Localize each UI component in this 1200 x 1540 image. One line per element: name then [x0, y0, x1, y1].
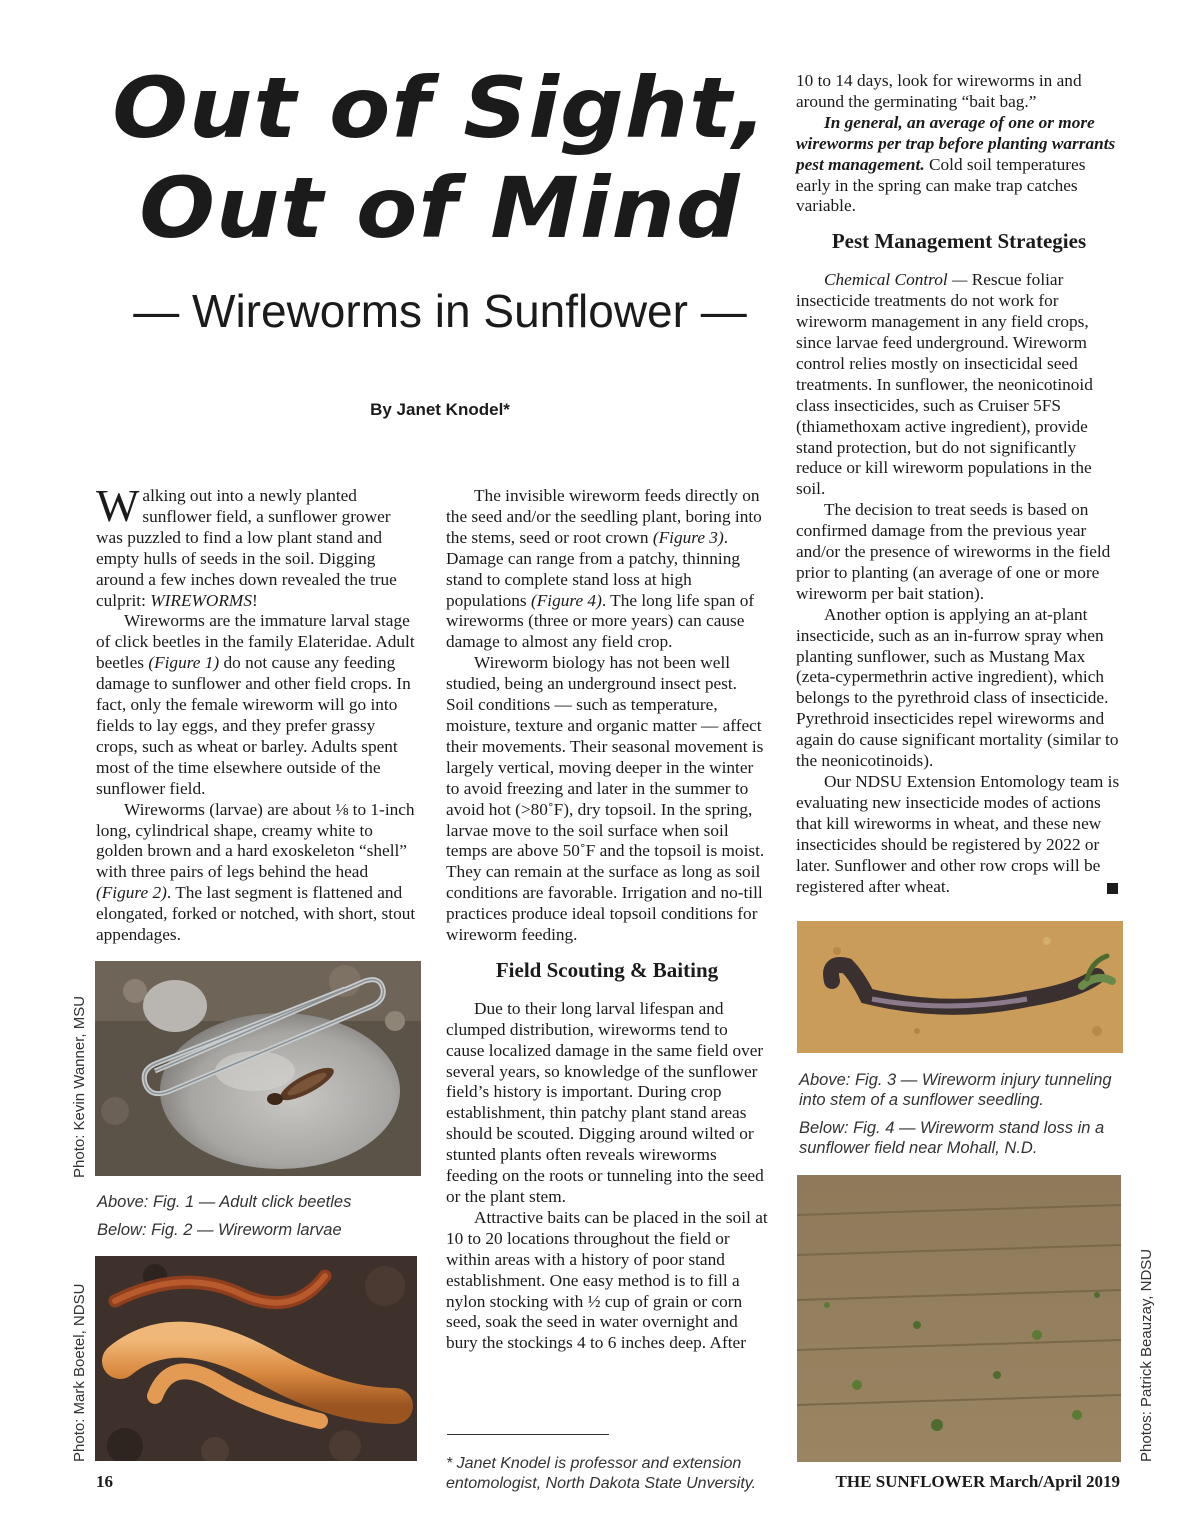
paragraph: Another option is applying an at-plant insecticide, such as an in-furrow spray when planting sunflower, such as Mustang Max (zeta-cypermethrin active ingredient), which belongs to the pyrethroid class of insecticide. Pyrethroid insecticides repel wireworms and again do cause significant mortality (similar to the neonicotinoids).	[796, 604, 1119, 771]
figure-2-photo	[95, 1256, 417, 1461]
click-beetle-photo-icon	[95, 961, 421, 1176]
caption-fig4: Below: Fig. 4 — Wireworm stand loss in a sunflower field near Mohall, N.D.	[799, 1119, 1105, 1157]
photo-credit-fig1: Photo: Kevin Wanner, MSU	[71, 995, 88, 1178]
article-subtitle: — Wireworms in Sunflower —	[133, 285, 747, 337]
section-heading-pest-management: Pest Management Strategies	[831, 229, 1087, 254]
paragraph: Due to their long larval lifespan and clumped distribution, wireworms tend to cause localized damage in the same field over several years, so knowledge of the sunflower field’s history is important. During crop establishment, thin patchy plant stand areas should be scouted. Digging around wilted or stunted plants often reveals wireworms feeding on the roots or tunneling into the seed or the plant stem.	[446, 998, 764, 1206]
section-heading-field-scouting: Field Scouting & Baiting	[495, 957, 719, 982]
column-3	[796, 71, 1122, 897]
paragraph: Walking out into a newly planted sunflower field, a sunflower grower was puzzled to find a low plant stand and empty hulls of seeds in the soil. Digging around a few inches down revealed the true culprit: WIREWORMS!	[96, 480, 397, 610]
figure-3-photo	[797, 921, 1123, 1053]
caption-fig1: Above: Fig. 1 — Adult click beetles	[97, 1193, 352, 1211]
figure-reference: (Figure 1)	[148, 653, 220, 673]
paragraph: Our NDSU Extension Entomology team is evaluating new insecticide modes of actions that kill wireworms in wheat, and these new insecticides should be registered by 2022 or later. Sunflower and other row crops will be registered after wheat.	[796, 772, 1120, 896]
byline: By Janet Knodel*	[370, 400, 510, 419]
caption-fig2: Below: Fig. 2 — Wireworm larvae	[97, 1221, 342, 1239]
sunflower-field-photo-icon	[797, 1175, 1121, 1462]
seedling-stem-photo-icon	[797, 921, 1123, 1053]
paragraph: Wireworms (larvae) are about ⅛ to 1-inch long, cylindrical shape, creamy white to golden brown and a hard exoskeleton “shell” with three pairs of legs behind the head (Figure 2). The last segment is flattened and elongated, forked or notched, with short, stout appendages.	[96, 799, 416, 945]
figure-1-photo	[95, 961, 421, 1176]
wireworm-larvae-photo-icon	[95, 1256, 417, 1461]
photo-credit-fig2: Photo: Mark Boetel, NDSU	[71, 1283, 88, 1462]
figure-4-photo	[797, 1175, 1121, 1462]
figure-reference: (Figure 4)	[530, 590, 602, 610]
figure-reference: (Figure 3)	[652, 527, 724, 547]
drop-cap: W	[96, 480, 140, 531]
title-line-1: Out of Sight,	[112, 59, 768, 157]
photo-credit-fig34: Photos: Patrick Beauzay, NDSU	[1138, 1248, 1155, 1462]
publication-footer: THE SUNFLOWER March/April 2019	[835, 1472, 1120, 1491]
paragraph: Chemical Control — Rescue foliar insecticide treatments do not work for wireworm management in any field crops, since larvae feed underground. Wireworm control relies mostly on insecticidal seed treatments. In sunflower, the neonicotinoid class insecticides, such as Cruiser 5FS (thiamethoxam active ingredient), provide stand protection, but do not significantly reduce or kill wireworm populations in the soil.	[796, 270, 1093, 499]
paragraph: The invisible wireworm feeds directly on the seed and/or the seedling plant, boring into the stems, seed or root crown (Figure 3). Damage can range from a patchy, thinning stand to complete stand loss at high populations (Figure 4). The long life span of wireworms (three or more years) can cause damage to almost any field crop.	[446, 486, 762, 652]
author-footnote: * Janet Knodel is professor and extension entomologist, North Dakota State Unversity.	[446, 1455, 757, 1492]
paragraph: Wireworms are the immature larval stage of click beetles in the family Elateridae. Adult beetles (Figure 1) do not cause any feeding damage to sunflower and other field crops. In fact, only the female wireworm will go into fields to lay eggs, and they prefer grassy crops, such as wheat or barley. Adults spent most of the time elsewhere outside of the sunflower field.	[96, 611, 415, 798]
end-of-article-mark	[1107, 883, 1118, 894]
paragraph: In general, an average of one or more wireworms per trap before planting warrants pest management. Cold soil temperatures early in the spring can make trap catches variable.	[796, 112, 1116, 216]
paragraph: Attractive baits can be placed in the soil at 10 to 20 locations throughout the field or within areas with a history of poor stand establishment. One easy method is to fill a nylon stocking with ½ cup of grain or corn seed, soak the seed in water overnight and bury the stockings 4 to 6 inches deep. After	[446, 1207, 768, 1353]
title-line-2: Out of Mind	[139, 159, 741, 257]
figure-reference: (Figure 2)	[96, 883, 167, 903]
paragraph: 10 to 14 days, look for wireworms in and around the germinating “bait bag.”	[796, 71, 1082, 111]
caption-fig3: Above: Fig. 3 — Wireworm injury tunneling into stem of a sunflower seedling.	[799, 1071, 1112, 1109]
column-2	[446, 486, 768, 1354]
column-1	[96, 480, 418, 946]
paragraph: Wireworm biology has not been well studied, being an underground insect pest. Soil conditions — such as temperature, moisture, texture and organic matter — affect their movements. Their seasonal movement is largely vertical, moving deeper in the winter to avoid freezing and later in the summer to avoid hot (>80˚F), dry topsoil. In the spring, larvae move to the soil surface when soil temps are above 50˚F and the topsoil is moist. They can remain at the surface as long as soil conditions are favorable. Irrigation and no-till practices produce ideal topsoil conditions for wireworm feeding.	[446, 653, 765, 945]
footnote-divider	[447, 1434, 609, 1435]
article-title	[95, 58, 785, 258]
page-number: 16	[96, 1472, 113, 1491]
paragraph: The decision to treat seeds is based on confirmed damage from the previous year and/or the presence of wireworms in the field prior to planting (an average of one or more wireworm per bait station).	[796, 500, 1111, 603]
